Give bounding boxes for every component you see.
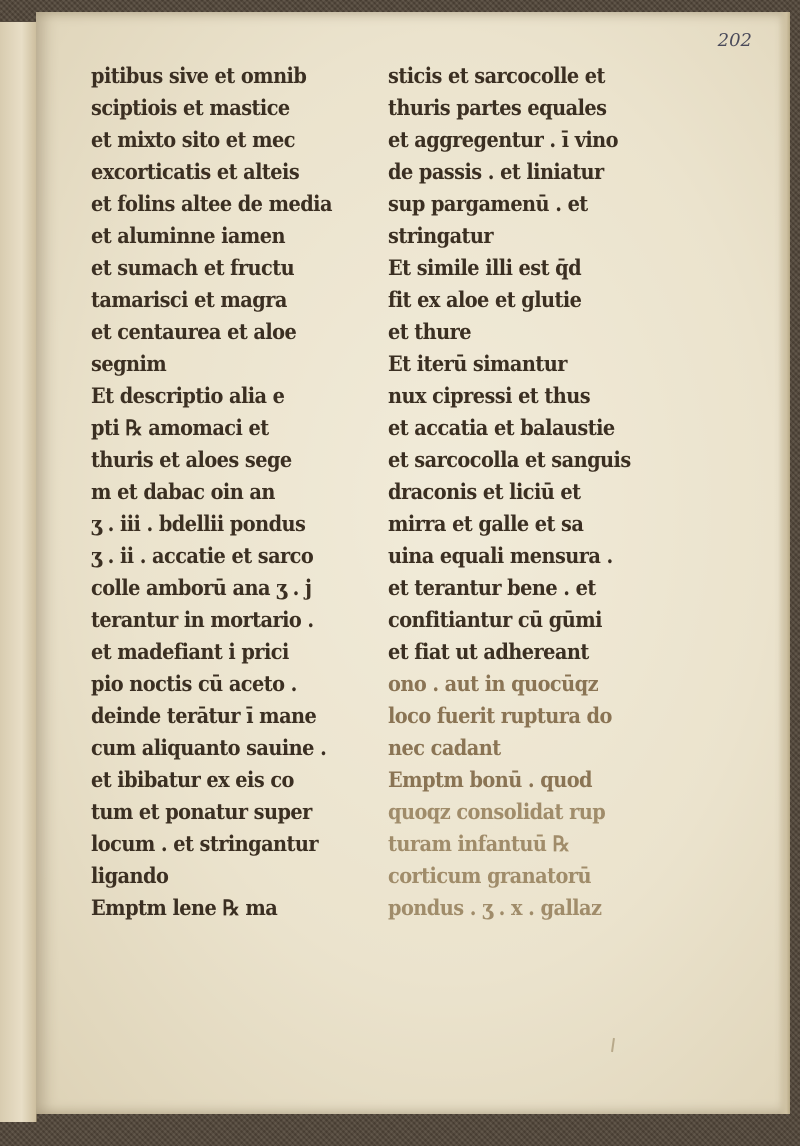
text-line: sciptiois et mastice: [91, 95, 290, 120]
text-line: thuris et aloes sege: [91, 447, 292, 472]
text-line: thuris partes equales: [388, 95, 607, 120]
text-line: et centaurea et aloe: [91, 319, 297, 344]
text-line: mirra et galle et sa: [388, 511, 584, 536]
text-line: m et dabac oin an: [91, 479, 275, 504]
text-line: sup pargamenū . et: [388, 191, 588, 216]
text-line: draconis et liciū et: [388, 479, 581, 504]
left-text-column: [91, 60, 391, 924]
manuscript-folio: [36, 12, 790, 1114]
text-line: terantur in mortario .: [91, 607, 314, 632]
text-line: loco fuerit ruptura do: [388, 703, 612, 728]
text-line: nux cipressi et thus: [388, 383, 591, 408]
text-line: pitibus sive et omnib: [91, 63, 307, 88]
text-line: tum et ponatur super: [91, 799, 312, 824]
text-line: et aggregentur . ī vino: [388, 127, 618, 152]
text-line: et sarcocolla et sanguis: [388, 447, 631, 472]
text-line: sticis et sarcocolle et: [388, 63, 605, 88]
text-line: segnim: [91, 351, 167, 376]
text-line: et sumach et fructu: [91, 255, 295, 280]
text-line: confitiantur cū gūmi: [388, 607, 602, 632]
text-line: Et simile illi est q̄d: [388, 255, 582, 280]
text-line: pti ℞ amomaci et: [91, 415, 269, 440]
text-line: ʒ . iii . bdellii pondus: [91, 511, 306, 536]
text-line: nec cadant: [388, 735, 501, 760]
text-line: quoqz consolidat rup: [388, 799, 606, 824]
text-line: Emptm lene ℞ ma: [91, 895, 278, 920]
text-line: Emptm bonū . quod: [388, 767, 593, 792]
left-page-edge: [0, 22, 37, 1122]
text-line: pondus . ʒ . x . gallaz: [388, 895, 602, 920]
text-line: ono . aut in quocūqz: [388, 671, 599, 696]
right-text-column: [388, 60, 688, 924]
page-number: 202: [717, 30, 752, 51]
text-line: de passis . et liniatur: [388, 159, 604, 184]
text-line: Et descriptio alia e: [91, 383, 285, 408]
text-line: tamarisci et magra: [91, 287, 287, 312]
text-line: colle amborū ana ʒ . j: [91, 575, 312, 600]
text-line: pio noctis cū aceto .: [91, 671, 297, 696]
text-line: ligando: [91, 863, 169, 888]
text-line: corticum granatorū: [388, 863, 591, 888]
text-line: locum . et stringantur: [91, 831, 319, 856]
text-line: stringatur: [388, 223, 494, 248]
text-line: et mixto sito et mec: [91, 127, 295, 152]
text-line: turam infantuū ℞: [388, 831, 570, 856]
text-line: et accatia et balaustie: [388, 415, 615, 440]
text-line: deinde terātur ī mane: [91, 703, 317, 728]
text-line: cum aliquanto sauine .: [91, 735, 327, 760]
text-line: et thure: [388, 319, 472, 344]
text-line: et fiat ut adhereant: [388, 639, 589, 664]
text-line: et folins altee de media: [91, 191, 332, 216]
text-line: et ibibatur ex eis co: [91, 767, 294, 792]
text-line: fit ex aloe et glutie: [388, 287, 582, 312]
text-line: et terantur bene . et: [388, 575, 596, 600]
text-line: excorticatis et alteis: [91, 159, 300, 184]
text-line: et aluminne iamen: [91, 223, 286, 248]
text-line: et madefiant i prici: [91, 639, 289, 664]
text-line: uina equali mensura .: [388, 543, 613, 568]
text-line: Et iterū simantur: [388, 351, 567, 376]
text-line: ʒ . ii . accatie et sarco: [91, 543, 314, 568]
